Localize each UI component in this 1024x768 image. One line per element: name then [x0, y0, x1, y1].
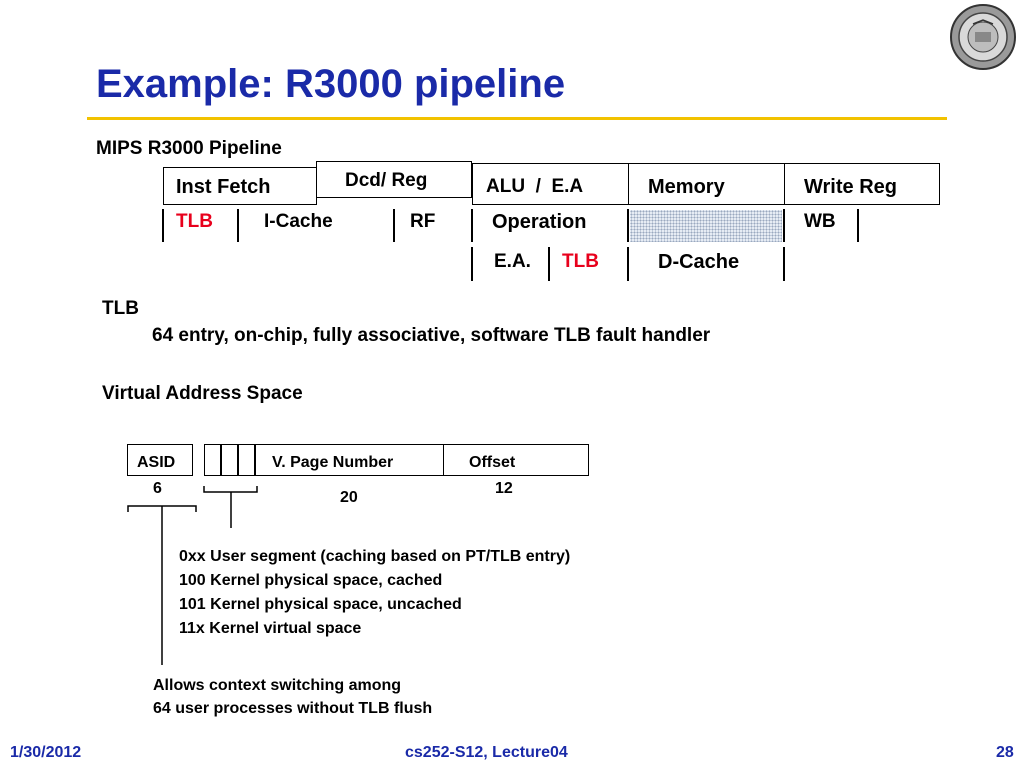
- vpn-bits: 20: [340, 489, 358, 506]
- ea-label: E.A.: [494, 251, 531, 272]
- rf-label: RF: [410, 211, 436, 232]
- dcache-label: D-Cache: [658, 251, 740, 273]
- inst-fetch-label: Inst Fetch: [176, 176, 271, 198]
- asid-note-line1: Allows context switching among: [153, 677, 402, 694]
- footer-course: cs252-S12, Lecture04: [405, 744, 568, 761]
- vas-heading: Virtual Address Space: [102, 383, 303, 404]
- operation-label: Operation: [492, 211, 587, 233]
- slide-title: Example: R3000 pipeline: [96, 62, 566, 106]
- vpn-label: V. Page Number: [272, 454, 394, 471]
- segment-0xx: 0xx User segment (caching based on PT/TLB entry): [179, 548, 571, 565]
- dcd-reg-label: Dcd/ Reg: [345, 170, 428, 191]
- tlb-ifetch-label: TLB: [176, 211, 213, 232]
- asid-note-line2: 64 user processes without TLB flush: [153, 700, 433, 717]
- alu-ea-label: ALU / E.A: [486, 176, 584, 197]
- footer-page-number: 28: [996, 744, 1014, 761]
- write-reg-label: Write Reg: [804, 176, 897, 198]
- segment-11x: 11x Kernel virtual space: [179, 620, 362, 637]
- pipeline-heading: MIPS R3000 Pipeline: [96, 138, 282, 159]
- tlb-heading: TLB: [102, 298, 139, 319]
- asid-label: ASID: [137, 454, 176, 471]
- segment-101: 101 Kernel physical space, uncached: [179, 596, 462, 613]
- wb-label: WB: [804, 211, 836, 232]
- footer-date: 1/30/2012: [10, 744, 82, 761]
- tlb-mem-label: TLB: [562, 251, 599, 272]
- memory-label: Memory: [648, 176, 725, 198]
- offset-label: Offset: [469, 454, 516, 471]
- offset-bits: 12: [495, 480, 513, 497]
- segment-100: 100 Kernel physical space, cached: [179, 572, 443, 589]
- asid-bits: 6: [153, 480, 162, 497]
- icache-label: I-Cache: [264, 211, 333, 232]
- tlb-description: 64 entry, on-chip, fully associative, software TLB fault handler: [152, 325, 711, 346]
